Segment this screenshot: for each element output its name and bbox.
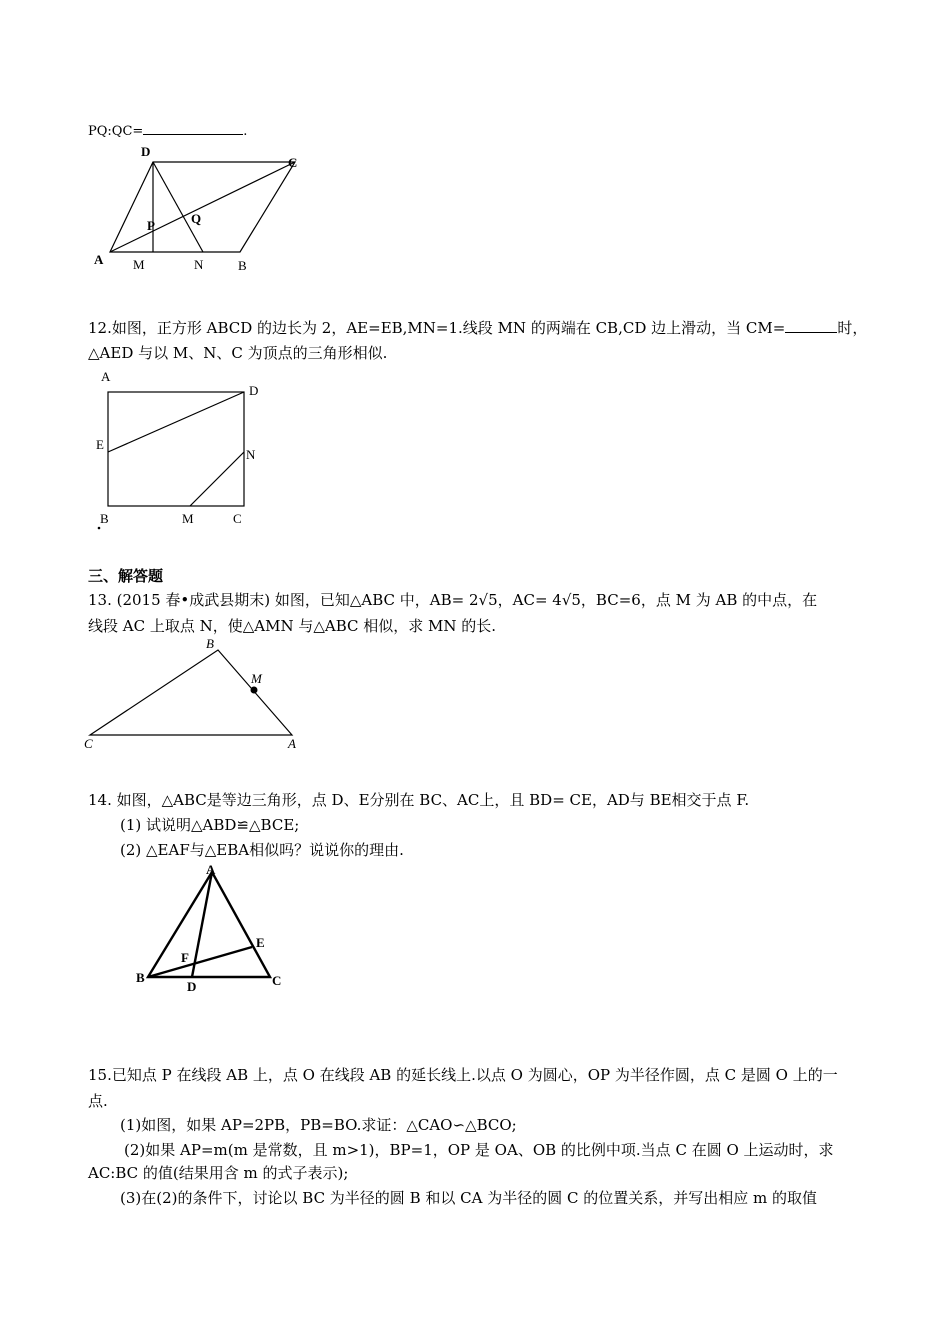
label-C: C <box>233 511 242 526</box>
label-F: F <box>181 950 189 965</box>
q14-sub1: (1) 试说明△ABD≌△BCE; <box>120 816 300 834</box>
label-M: M <box>182 511 194 526</box>
label-C: C <box>272 973 282 988</box>
label-P: P <box>147 218 155 233</box>
label-A: A <box>288 736 296 751</box>
q15-sub1: (1)如图，如果 AP=2PB，PB=BO.求证：△CAO∽△BCO; <box>120 1116 517 1134</box>
q15-sub2: (2)如果 AP=m(m 是常数，且 m>1)，BP=1，OP 是 OA、OB 的比例中项.当点 C 在圆 O 上运动时，求 <box>124 1141 834 1159</box>
q12-text-end: 时， <box>837 319 868 337</box>
label-A: A <box>101 369 111 384</box>
q12-text: 12.如图，正方形 ABCD 的边长为 2，AE=EB,MN=1.线段 MN 的两端在 CB,CD 边上滑动，当 CM= <box>88 319 786 337</box>
figure-parallelogram <box>110 162 295 252</box>
label-E: E <box>96 437 104 452</box>
figure-triangle-abc <box>90 650 292 735</box>
q15-sub3: (3)在(2)的条件下，讨论以 BC 为半径的圆 B 和以 CA 为半径的圆 C 的位置关系，并写出相应 m 的取值 <box>120 1189 817 1207</box>
label-B: B <box>100 511 109 526</box>
label-M: M <box>251 671 262 686</box>
label-B: B <box>136 970 145 985</box>
label-A: A <box>94 252 104 267</box>
label-N: N <box>246 447 256 462</box>
q11-end: . <box>243 124 248 139</box>
label-D: D <box>141 144 151 159</box>
label-C: C <box>288 155 298 170</box>
q12-line2: △AED 与以 M、N、C 为顶点的三角形相似. <box>88 344 388 362</box>
section-title: 三、解答题 <box>88 567 164 585</box>
q14-sub2: (2) △EAF与△EBA相似吗？说说你的理由. <box>120 841 404 859</box>
q13-line1: 13. (2015 春•成武县期末) 如图，已知△ABC 中，AB= 2√5，AC= 4√5，BC=6，点 M 为 AB 的中点，在 <box>88 591 818 609</box>
q15-line2: 点. <box>88 1092 108 1110</box>
answer-blank[interactable] <box>785 318 837 333</box>
figure-equilateral <box>148 872 270 977</box>
label-D: D <box>249 383 259 398</box>
label-B: B <box>206 636 214 651</box>
label-B: B <box>238 258 247 273</box>
q12-line1 <box>88 318 867 338</box>
label-M: M <box>133 257 145 272</box>
q13-line2: 线段 AC 上取点 N，使△AMN 与△ABC 相似，求 MN 的长. <box>88 617 497 635</box>
label-D: D <box>187 979 197 994</box>
label-C: C <box>84 736 93 751</box>
label-Q: Q <box>191 211 202 226</box>
q14-line1: 14. 如图，△ABC是等边三角形，点 D、E分别在 BC、AC上，且 BD= CE，AD与 BE相交于点 F. <box>88 791 750 809</box>
dot <box>98 527 101 530</box>
q15-line1: 15.已知点 P 在线段 AB 上，点 O 在线段 AB 的延长线上.以点 O 为圆心，OP 为半径作圆，点 C 是圆 O 上的一 <box>88 1066 838 1084</box>
label-A: A <box>206 862 216 877</box>
q15-sub2b: AC:BC 的值(结果用含 m 的式子表示); <box>88 1164 349 1182</box>
label-E: E <box>256 935 265 950</box>
point-M <box>251 687 258 694</box>
figure-square <box>108 392 244 506</box>
label-N: N <box>194 257 204 272</box>
q11-text: PQ:QC= <box>88 124 144 139</box>
